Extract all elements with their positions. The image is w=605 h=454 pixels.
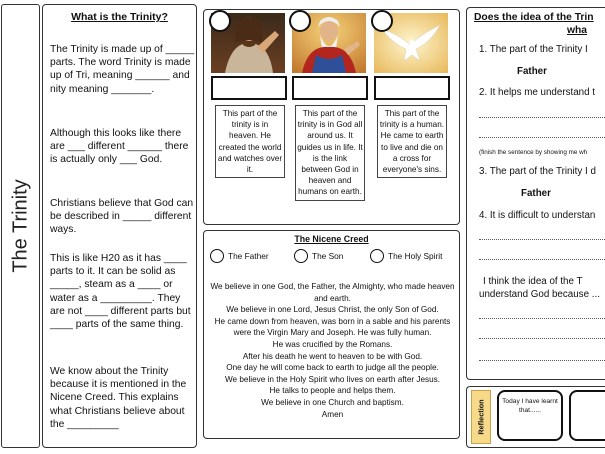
answer-line[interactable]: [479, 117, 605, 118]
question-1: 1. The part of the Trinity I: [479, 44, 588, 55]
page-title: The Trinity: [9, 179, 31, 273]
creed-line: He was crucified by the Romans.: [272, 339, 393, 349]
nicene-heading: The Nicene Creed: [294, 234, 369, 244]
creed-line: After his death he went to heaven to be with God.: [242, 351, 423, 361]
answer-line[interactable]: [479, 137, 605, 138]
instruction-note: (finish the sentence by showing me wh: [479, 149, 588, 156]
title-strip: [1, 4, 40, 448]
option-the-son[interactable]: The Son: [294, 249, 343, 263]
answer-box-1[interactable]: [211, 76, 287, 100]
intro-panel: [42, 4, 197, 448]
creed-line: Amen: [321, 409, 344, 419]
radio-circle-icon[interactable]: [370, 249, 384, 263]
reflection-prompt: Today I have learnt that......: [502, 398, 558, 414]
answer-line[interactable]: [479, 239, 605, 240]
reflection-bubble-2[interactable]: [569, 390, 605, 441]
description-box-3: This part of the trinity is a human. He came to earth to live and die on a cross for everyone's sins.: [377, 105, 447, 178]
questions-panel: [466, 7, 605, 380]
description-box-2: This part of the trinity is in God all around us. It guides us in life. It is the link between God in heaven and humans on earth.: [295, 105, 365, 201]
questions-heading-cont: wha: [567, 25, 588, 36]
question-3: 3. The part of the Trinity I d: [479, 166, 596, 177]
reflection-tab: [471, 390, 491, 444]
label-circle-1[interactable]: [209, 10, 231, 32]
answer-box-2[interactable]: [292, 76, 368, 100]
question-2: 2. It helps me understand t: [479, 87, 595, 98]
radio-circle-icon[interactable]: [294, 249, 308, 263]
creed-line: We believe in one Lord, Jesus Christ, the only Son of God.: [226, 305, 439, 315]
reflection-label: Reflection: [476, 399, 486, 435]
creed-line: We believe in the Holy Spirit who lives on earth after Jesus.: [224, 374, 441, 384]
label-circle-2[interactable]: [289, 10, 311, 32]
reflection-panel: [466, 386, 605, 448]
radio-circle-icon[interactable]: [210, 249, 224, 263]
question-1-label: Father: [517, 66, 547, 77]
answer-line[interactable]: [479, 318, 605, 319]
intro-paragraph-5: We know about the Trinity because it is mentioned in the Nicene Creed. This explains what Christians believe about the _________: [50, 366, 187, 430]
answer-line[interactable]: [479, 259, 605, 260]
label-circle-3[interactable]: [371, 10, 393, 32]
nicene-creed-panel: [203, 230, 460, 439]
creed-line: He talks to people and helps them.: [269, 386, 396, 396]
creed-line: He came down from heaven, was born in a sable and his parents were the Virgin Mary and Joseph. He was fully human.: [214, 316, 451, 338]
reflection-bubble-1[interactable]: [497, 390, 563, 441]
question-5-line-2: understand God because ...: [479, 289, 600, 300]
creed-line: We believe in one God, the Father, the Almighty, who made heaven and earth.: [210, 282, 455, 303]
answer-line[interactable]: [479, 338, 605, 339]
creed-text: [208, 281, 457, 420]
questions-heading: Does the idea of the Trin: [474, 12, 594, 23]
question-4: 4. It is difficult to understan: [479, 210, 596, 221]
option-the-holy-spirit[interactable]: The Holy Spirit: [370, 249, 442, 263]
intro-paragraph-1: The Trinity is made up of _____ parts. The word Trinity is made up of Tri, meaning ______ and nity meaning _______.: [50, 44, 195, 95]
intro-paragraph-4: This is like H20 as it has ____ parts to it. It can be solid as _____, steam as a ____ or water as a _________. They are not ____ different parts but ____ parts of the same thing.: [50, 253, 191, 331]
trinity-images-panel: [203, 9, 460, 225]
description-box-1: This part of the trinity is in heaven. He created the world and watches over it.: [215, 105, 285, 178]
option-the-father[interactable]: The Father: [210, 249, 269, 263]
intro-paragraph-2: Although this looks like there are ___ different ______ there is actually only ___ God.: [50, 128, 189, 166]
answer-box-3[interactable]: [374, 76, 450, 100]
intro-heading: What is the Trinity?: [71, 11, 168, 23]
creed-line: One day he will come back to earth to judge all the people.: [226, 363, 439, 373]
intro-paragraph-3: Christians believe that God can be described in _____ different ways.: [50, 198, 194, 236]
creed-line: We believe in one Church and baptism.: [261, 397, 404, 407]
question-3-label: Father: [521, 188, 551, 199]
question-5-line-1: I think the idea of the T: [483, 276, 583, 287]
answer-line[interactable]: [479, 360, 605, 361]
